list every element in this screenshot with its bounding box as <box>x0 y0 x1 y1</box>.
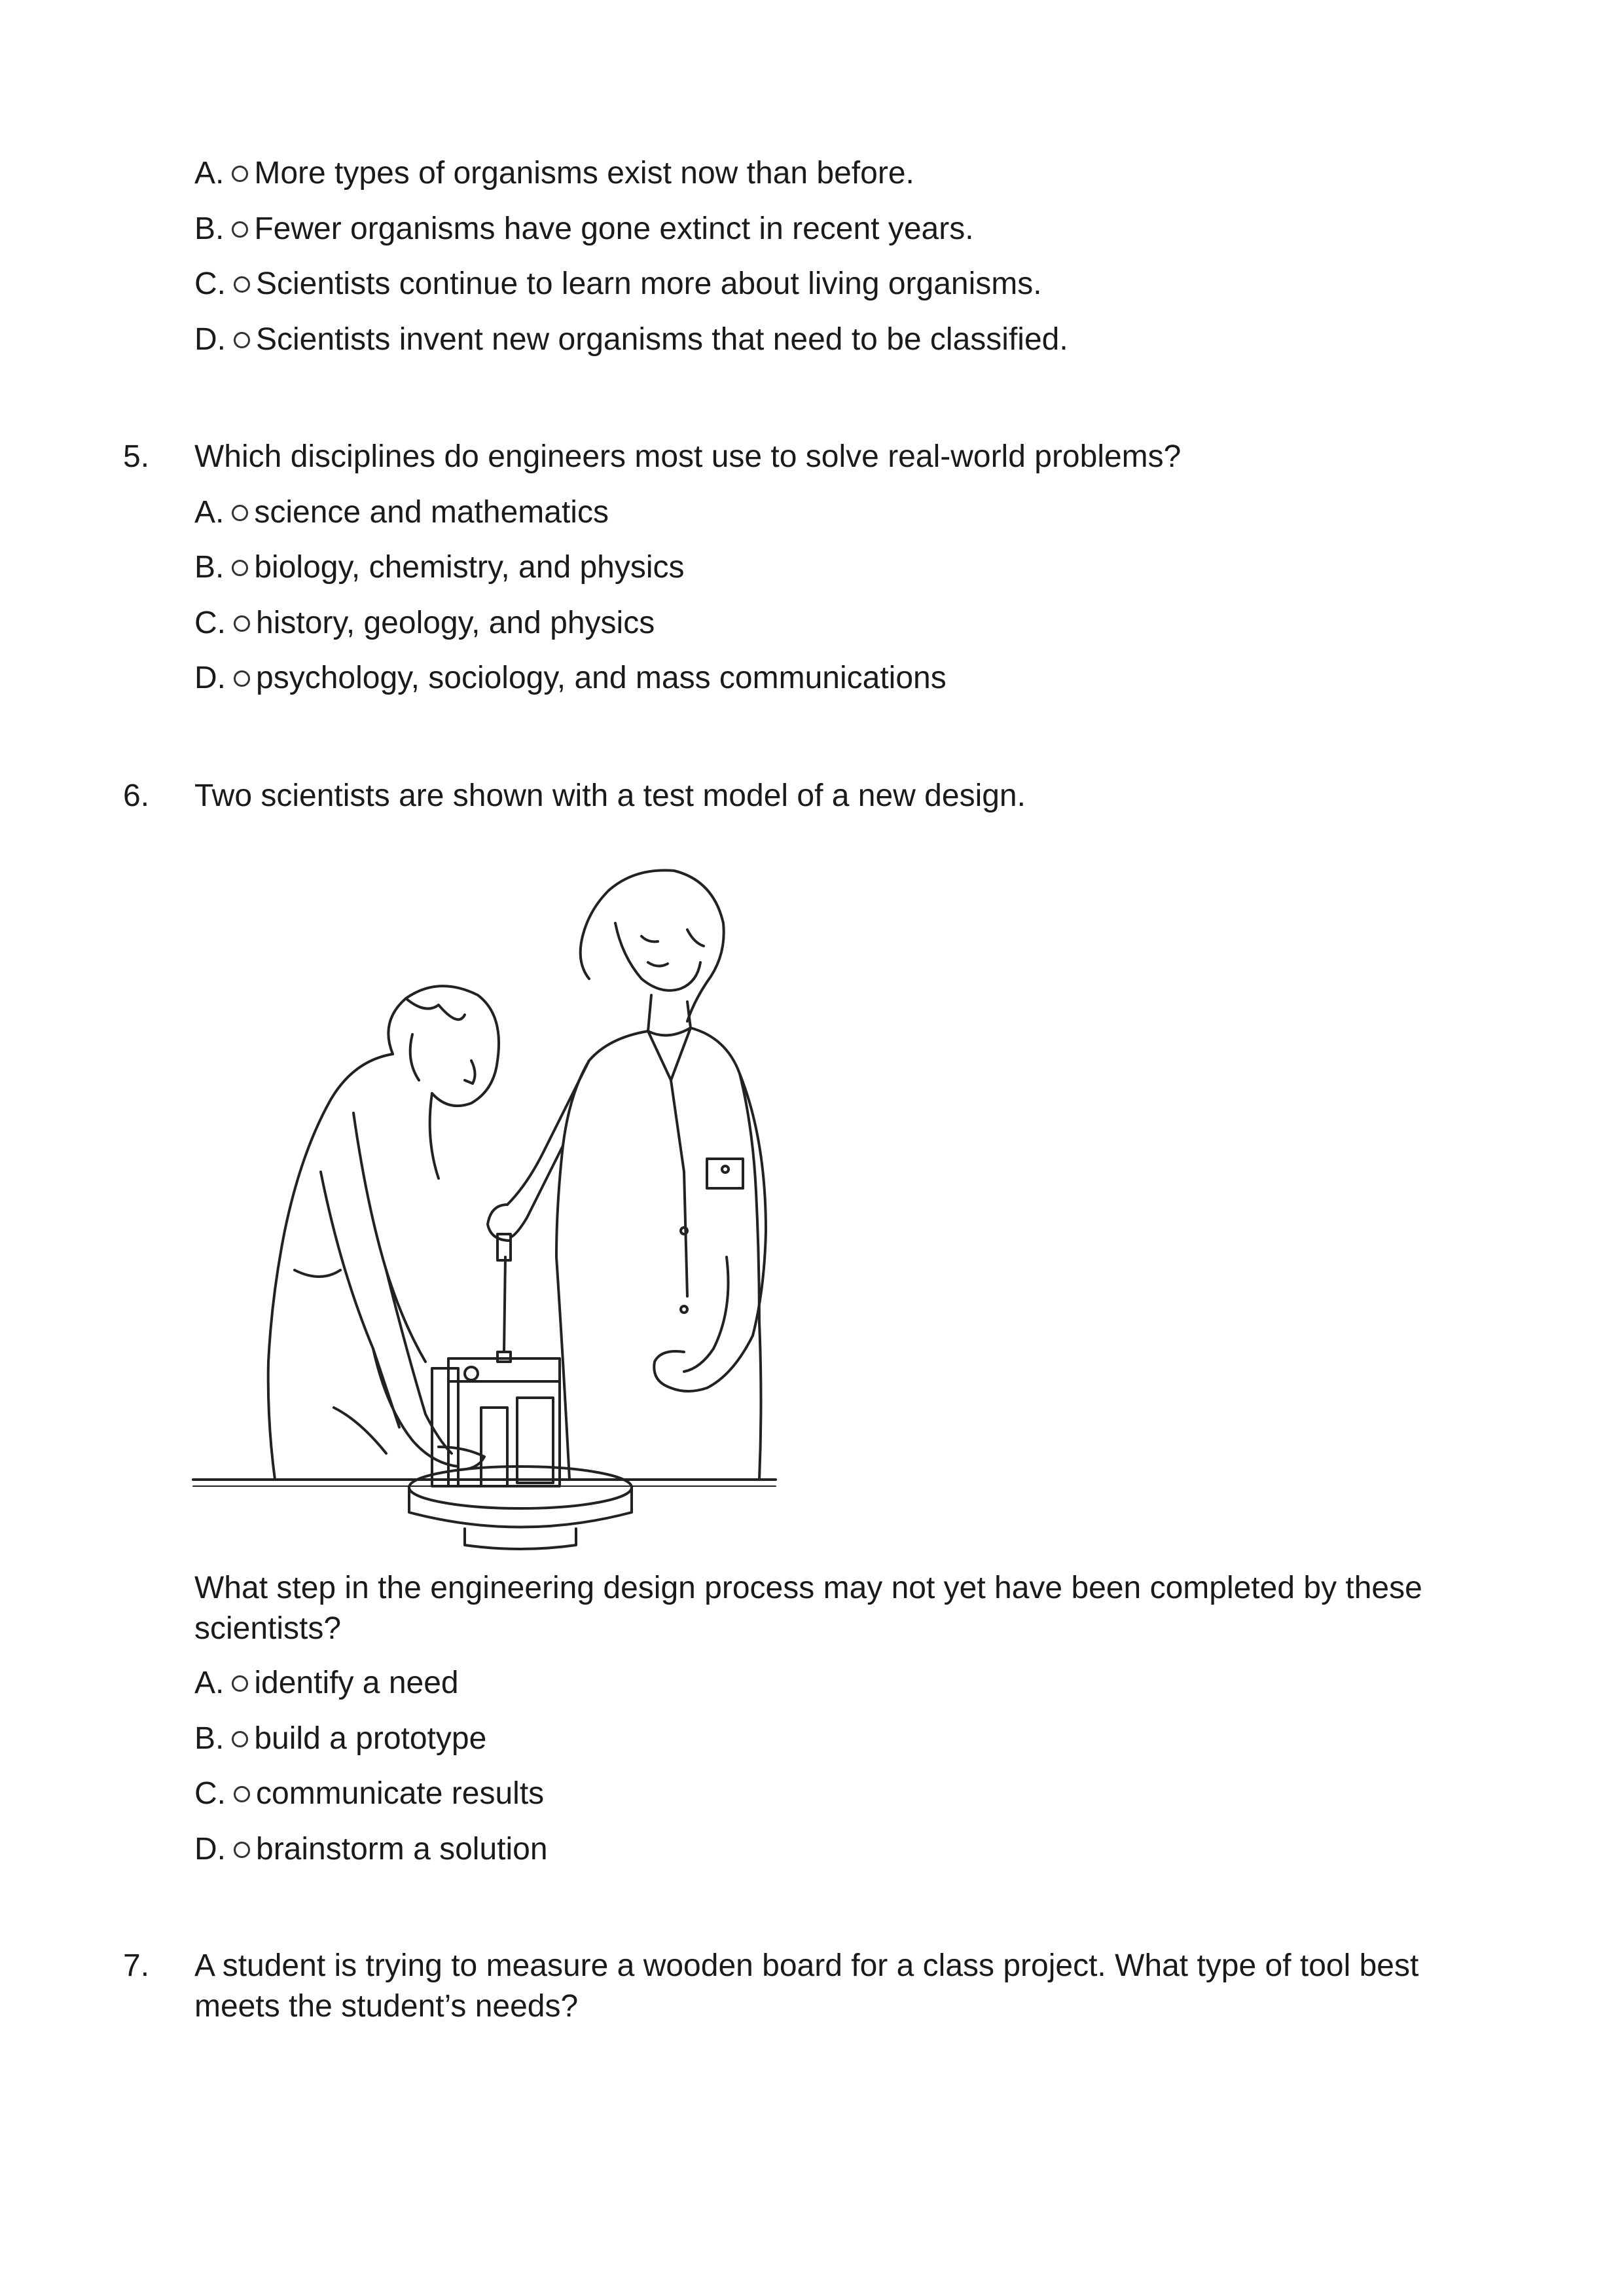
option-text: Scientists continue to learn more about living organisms. <box>256 266 1042 301</box>
option-letter: A. <box>194 156 225 191</box>
option-text: More types of organisms exist now than before. <box>254 156 914 191</box>
radio-button[interactable] <box>234 1786 250 1802</box>
q6-option-d[interactable] <box>194 1831 548 1868</box>
radio-button[interactable] <box>234 1842 250 1858</box>
option-text: communicate results <box>256 1776 545 1811</box>
option-letter: A. <box>194 1666 225 1700</box>
q4-option-d[interactable] <box>194 321 1068 358</box>
option-text: history, geology, and physics <box>256 606 655 640</box>
question-6-prompt-line1: What step in the engineering design process may not yet have been completed by these <box>194 1571 1422 1605</box>
question-5-number: 5. <box>123 439 150 474</box>
option-text: Scientists invent new organisms that need to be classified. <box>256 322 1068 357</box>
radio-button[interactable] <box>234 615 250 632</box>
q6-option-c[interactable] <box>194 1776 544 1812</box>
option-letter: A. <box>194 495 225 530</box>
question-6-text: Two scientists are shown with a test model of a new design. <box>194 778 1026 813</box>
option-text: build a prototype <box>254 1721 487 1756</box>
radio-button[interactable] <box>232 1675 248 1692</box>
radio-button[interactable] <box>232 166 248 182</box>
option-text: biology, chemistry, and physics <box>254 550 685 585</box>
option-letter: C. <box>194 606 226 640</box>
option-letter: B. <box>194 211 225 246</box>
option-text: science and mathematics <box>254 495 609 530</box>
q6-option-b[interactable] <box>194 1721 486 1757</box>
q5-option-a[interactable] <box>194 494 609 531</box>
q5-option-d[interactable] <box>194 660 947 697</box>
option-text: psychology, sociology, and mass communications <box>256 661 947 695</box>
option-text: brainstorm a solution <box>256 1832 548 1867</box>
option-letter: D. <box>194 322 226 357</box>
question-5-text: Which disciplines do engineers most use to solve real-world problems? <box>194 439 1182 474</box>
scientists-illustration <box>190 864 782 1552</box>
q4-option-a[interactable] <box>194 155 914 192</box>
question-6-prompt-line2: scientists? <box>194 1611 342 1646</box>
option-text: identify a need <box>254 1666 459 1700</box>
radio-button[interactable] <box>234 332 250 348</box>
question-7-text-line2: meets the student’s needs? <box>194 1989 579 2024</box>
q4-option-c[interactable] <box>194 266 1042 302</box>
question-6-number: 6. <box>123 778 150 813</box>
q6-option-a[interactable] <box>194 1665 459 1702</box>
q5-option-c[interactable] <box>194 605 655 642</box>
option-letter: D. <box>194 1832 226 1867</box>
option-letter: B. <box>194 1721 225 1756</box>
radio-button[interactable] <box>232 505 248 521</box>
radio-button[interactable] <box>234 670 250 687</box>
radio-button[interactable] <box>234 276 250 293</box>
option-letter: C. <box>194 266 226 301</box>
radio-button[interactable] <box>232 221 248 238</box>
question-7-number: 7. <box>123 1948 150 1983</box>
option-text: Fewer organisms have gone extinct in recent years. <box>254 211 974 246</box>
option-letter: C. <box>194 1776 226 1811</box>
question-7-text-line1: A student is trying to measure a wooden board for a class project. What type of tool best <box>194 1948 1419 1983</box>
q4-option-b[interactable] <box>194 211 974 247</box>
radio-button[interactable] <box>232 1731 248 1747</box>
radio-button[interactable] <box>232 560 248 576</box>
q5-option-b[interactable] <box>194 549 685 586</box>
option-letter: D. <box>194 661 226 695</box>
option-letter: B. <box>194 550 225 585</box>
